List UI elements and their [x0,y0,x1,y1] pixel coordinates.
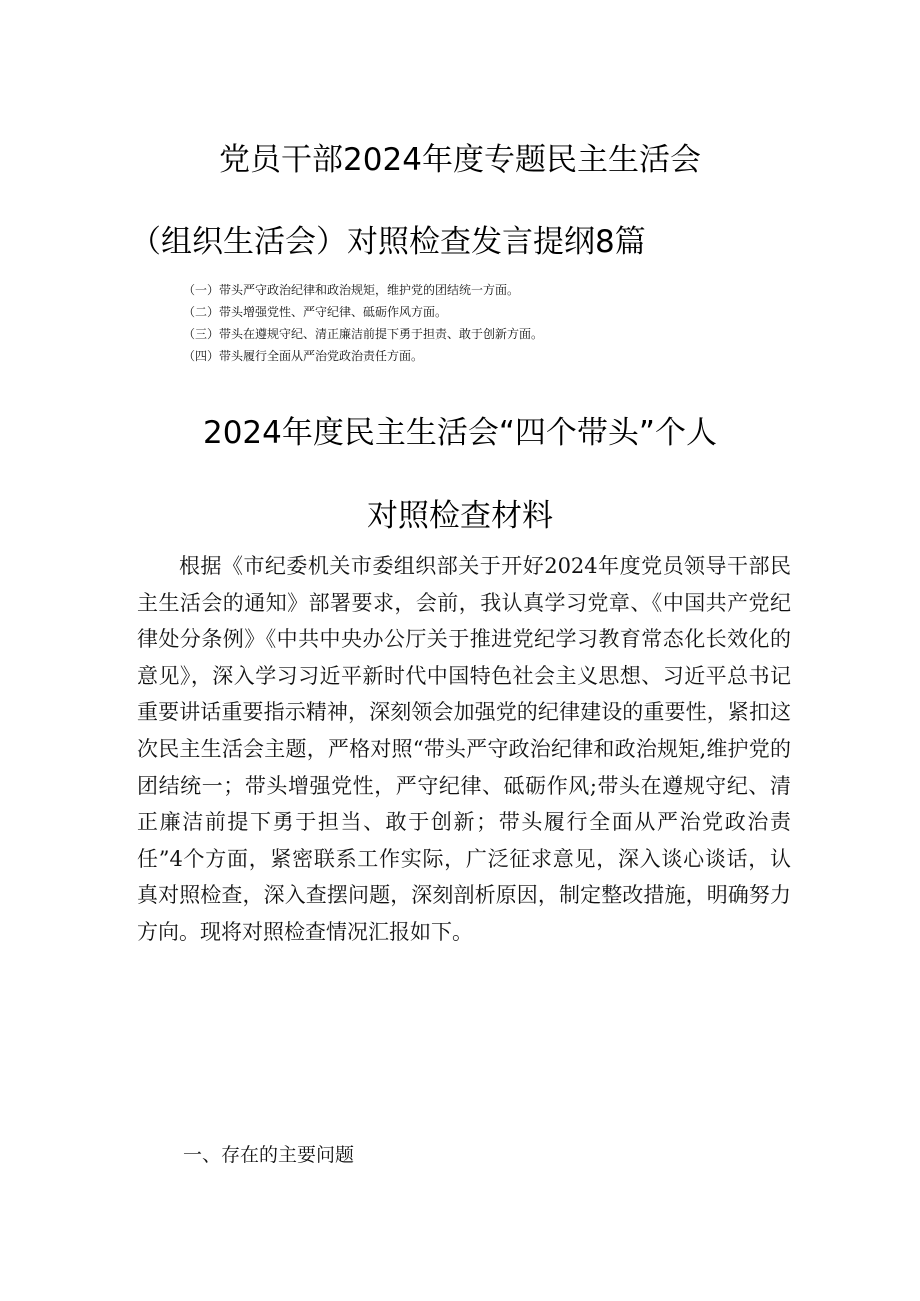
article-title-line-2: 对照检查材料 [367,498,553,534]
toc-item: （一）带头严守政治纪律和政治规矩，维护党的团结统一方面。 [183,283,520,297]
article-title-line-1: 2024年度民主生活会“四个带头”个人 [202,415,717,451]
toc-list [183,279,783,367]
toc-item: （四）带头履行全面从严治党政治责任方面。 [183,349,424,363]
toc-item: （二）带头增强党性、严守纪律、砥砺作风方面。 [183,305,448,319]
body-paragraph: 根据《市纪委机关市委组织部关于开好2024年度党员领导干部民主生活会的通知》部署要求，会前，我认真学习党章、《中国共产党纪律处分条例》《中共中央办公厅关于推进党纪学习教育常态化长效化的意见》，深入学习习近平新时代中国特色社会主义思想、习近平总书记重要讲话重要指示精神，深刻领会加强党的纪律建设的重要性，紧扣这次民主生活会主题，严格对照“带头严守政治纪律和政治规矩,维护党的团结统一；带头增强党性，严守纪律、砥砺作风;带头在遵规守纪、清正廉洁前提下勇于担当、敢于创新；带头履行全面从严治党政治责任”4个方面，紧密联系工作实际，广泛征求意见，深入谈心谈话，认真对照检查，深入查摆问题，深刻剖析原因，制定整改措施，明确努力方向。现将对照检查情况汇报如下。 [137,554,791,944]
toc-item: （三）带头在遵规守纪、清正廉洁前提下勇于担责、敢于创新方面。 [183,327,544,341]
document-title-line-1: 党员干部2024年度专题民主生活会 [219,142,701,178]
section-heading: 一、存在的主要问题 [183,1144,355,1166]
document-title-line-2: （组织生活会）对照检查发言提纲8篇 [130,224,646,260]
